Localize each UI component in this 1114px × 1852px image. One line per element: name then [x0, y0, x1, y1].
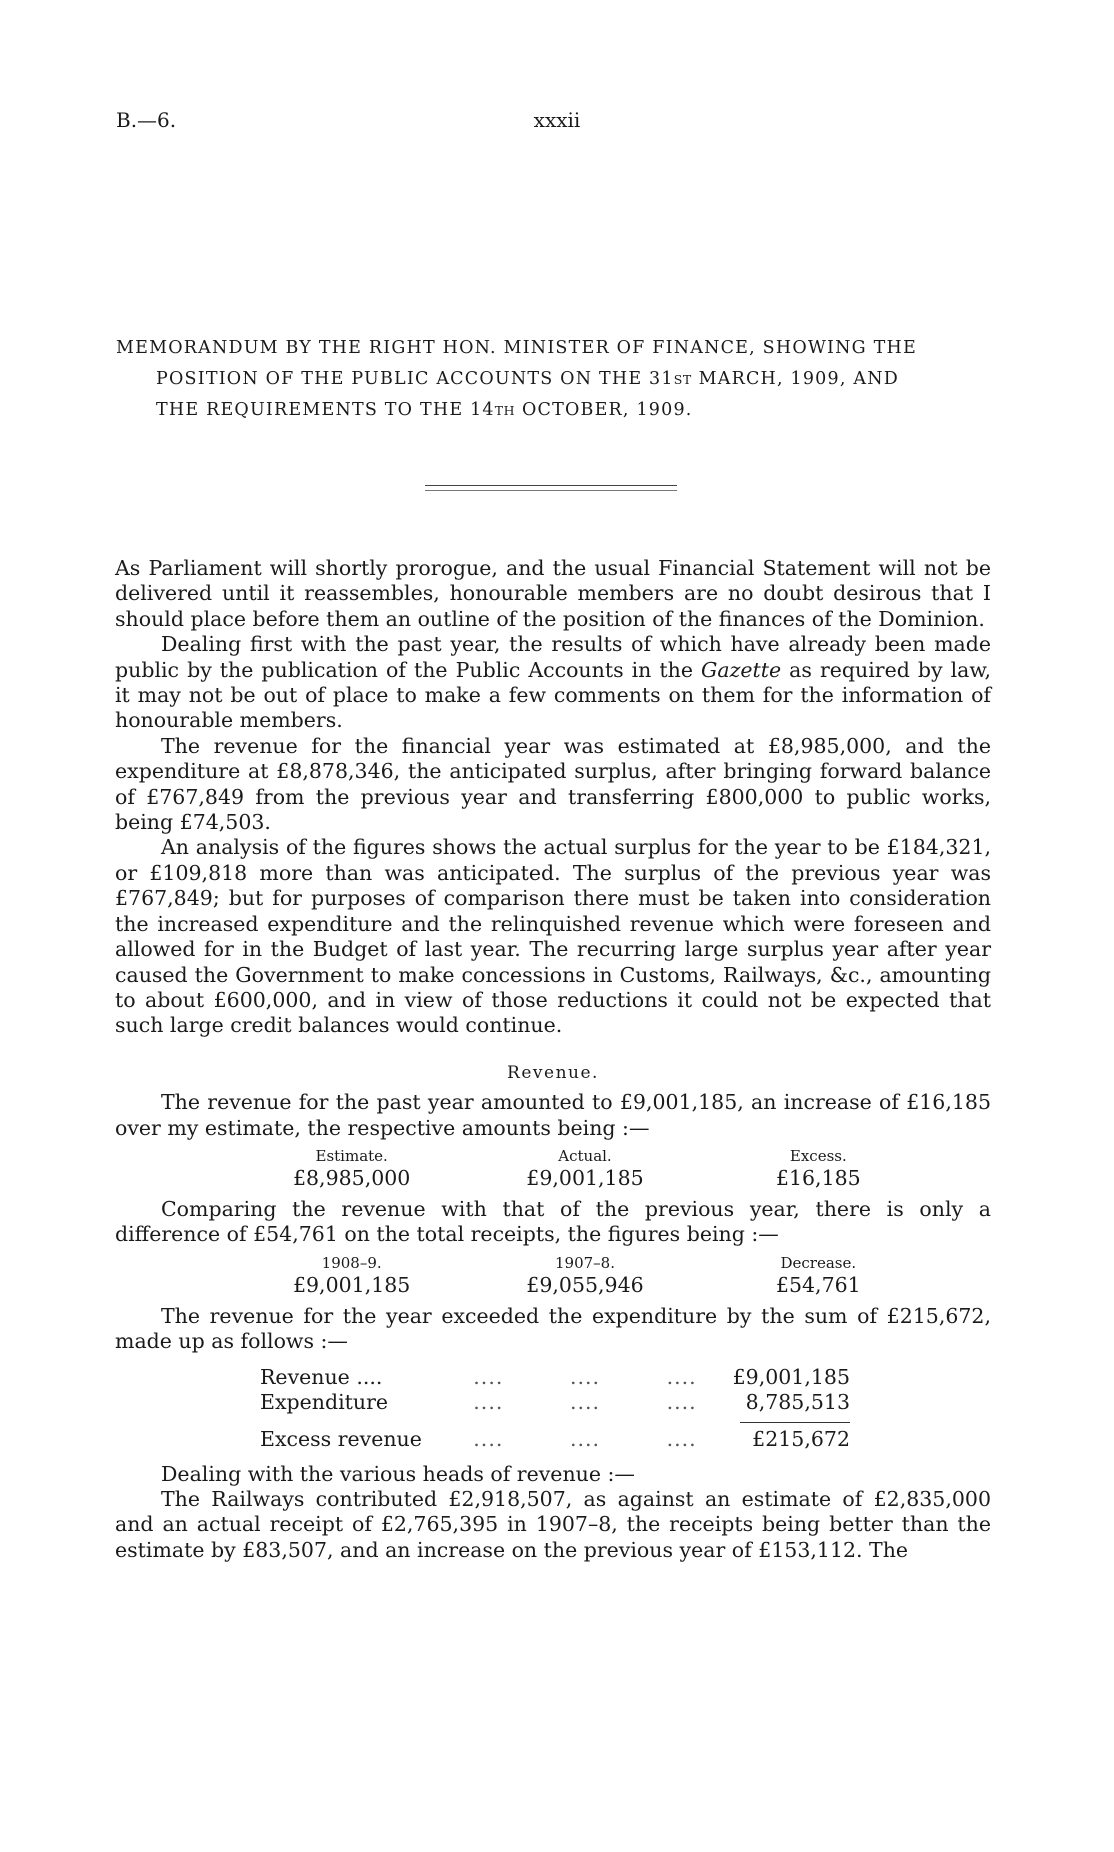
column-header: Decrease. [780, 1253, 857, 1272]
document-reference: B.—6. [116, 108, 177, 132]
column-header: Estimate. [315, 1146, 388, 1165]
paragraph-6: Comparing the revenue with that of the previous year, there is only a difference of £54,761 on the total receipts, the figures being :— [115, 1196, 991, 1247]
memo-line-1: MEMORANDUM BY THE RIGHT HON. MINISTER OF FINANCE, SHOWING THE [116, 338, 917, 358]
paragraph-8: Dealing with the various heads of revenue :— [161, 1461, 635, 1486]
leader-dots: .... .... .... [473, 1364, 697, 1389]
account-row [260, 1365, 850, 1390]
leader-dots: .... .... .... [473, 1426, 697, 1451]
account-row [260, 1390, 850, 1415]
year-comparison-table [235, 1253, 935, 1298]
table-cell: £9,001,185 [526, 1165, 644, 1190]
paragraph-1: As Parliament will shortly prorogue, and the usual Financial Statement will not be delivered until it reassembles, honourable members are no doubt desirous that I should place before them an outline of the position of the finances of the Dominion. [115, 556, 991, 631]
memorandum-title [116, 333, 998, 426]
table-cell: £54,761 [775, 1272, 861, 1297]
memo-body [115, 556, 991, 1563]
paragraph-2: Dealing first with the past year, the results of which have already been made public by the publication of the Public Accounts in the Gazette as required by law, it may not be out of place to make a few comments on them for the information of honourable members. [115, 632, 991, 733]
paragraph-5: The revenue for the past year amounted to £9,001,185, an increase of £16,185 over my estimate, the respective amounts being :— [115, 1090, 991, 1140]
paragraph-3: The revenue for the financial year was estimated at £8,985,000, and the expenditure at £8,878,346, the anticipated surplus, after bringing forward balance of £767,849 from the previous year and transferring £800,000 to public works, being £74,503. [115, 733, 991, 835]
account-amount: 8,785,513 [745, 1389, 850, 1414]
sum-rule [740, 1422, 850, 1423]
divider-rule-secondary [425, 490, 677, 491]
paragraph-9: The Railways contributed £2,918,507, as against an estimate of £2,835,000 and an actual receipt of £2,765,395 in 1907–8, the receipts being better than the estimate by £83,507, and an increase on the previous year of £153,112. The [115, 1486, 991, 1562]
account-amount: £215,672 [752, 1426, 850, 1451]
table-cell: £16,185 [775, 1165, 861, 1190]
account-amount: £9,001,185 [732, 1364, 850, 1389]
table-cell: £8,985,000 [292, 1165, 411, 1190]
account-label: Revenue .... [260, 1364, 383, 1389]
paragraph-4: An analysis of the figures shows the actual surplus for the year to be £184,321, or £109,818 more than was anticipated. The surplus of the previous year was £767,849; but for purposes of comparison there must be taken into consideration the increased expenditure and the relinquished revenue which were foreseen and allowed for in the Budget of last year. The recurring large surplus year after year caused the Government to make concessions in Customs, Railways, &c., amounting to about £600,000, and in view of those reductions it could not be expected that such large credit balances would continue. [115, 835, 991, 1038]
account-total-row [260, 1427, 850, 1452]
excess-revenue-account [260, 1365, 850, 1452]
memo-line-3: THE REQUIREMENTS TO THE 14TH OCTOBER, 1909. [156, 400, 693, 420]
estimate-actual-table [235, 1146, 935, 1191]
page-number: xxxii [533, 108, 581, 132]
column-header: 1907–8. [554, 1253, 615, 1272]
section-heading-revenue: Revenue. [507, 1062, 599, 1083]
table-cell: £9,001,185 [292, 1272, 411, 1297]
column-header: Actual. [558, 1146, 612, 1165]
divider-rule [425, 485, 677, 486]
account-label: Expenditure [260, 1389, 389, 1414]
column-header: Excess. [789, 1146, 847, 1165]
column-header: 1908–9. [321, 1253, 382, 1272]
leader-dots: .... .... .... [473, 1389, 697, 1414]
account-label: Excess revenue [260, 1426, 422, 1451]
memo-line-2: POSITION OF THE PUBLIC ACCOUNTS ON THE 31ST MARCH, 1909, AND [156, 369, 899, 389]
table-cell: £9,055,946 [526, 1272, 644, 1297]
paragraph-7: The revenue for the year exceeded the expenditure by the sum of £215,672, made up as follows :— [115, 1303, 991, 1354]
